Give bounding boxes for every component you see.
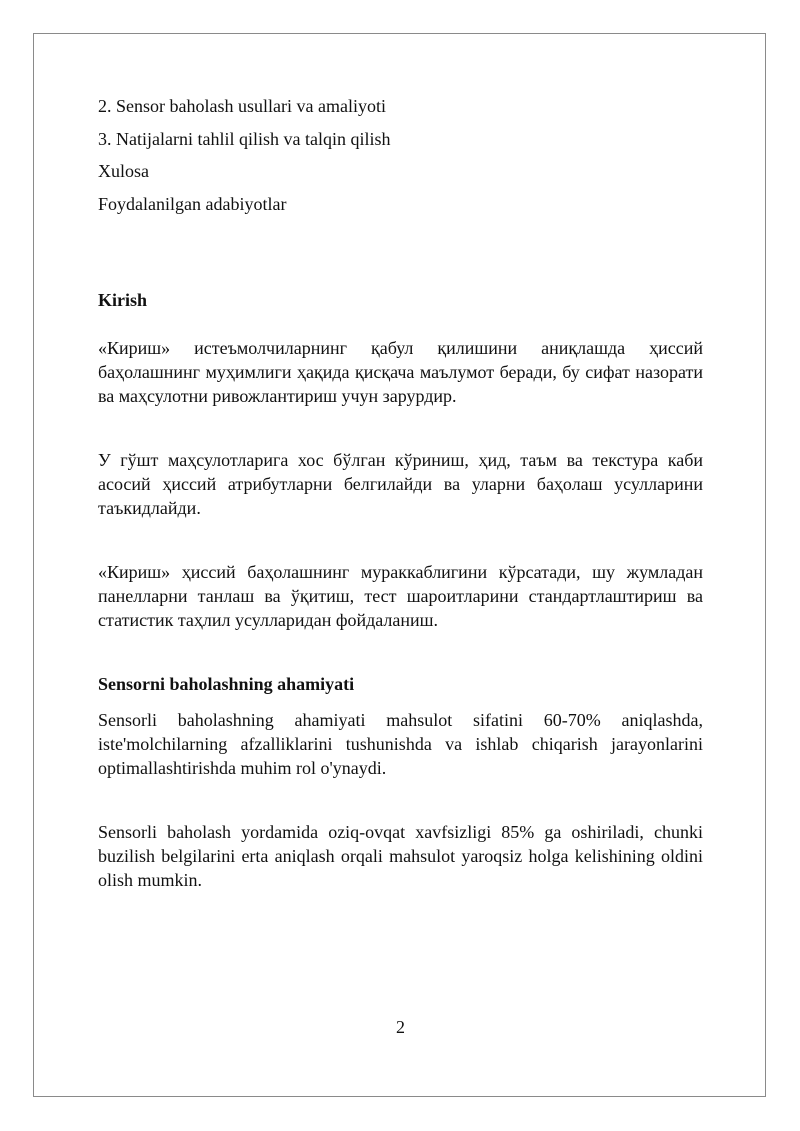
toc-item-xulosa: Xulosa <box>98 161 149 181</box>
paragraph-kirish-2: У гўшт маҳсулотларига хос бўлган кўриниш, ҳид, таъм ва текстура каби асосий ҳиссий атрибутларни белгилайди ва уларни баҳолаш усулларини таъкидлайди. <box>98 449 703 518</box>
paragraph-ahamiyati-2: Sensorli baholash yordamida oziq-ovqat xavfsizligi 85% ga oshiriladi, chunki buzilish belgilarini erta aniqlash orqali mahsulot yaroqsiz holga kelishining oldini olish mumkin. <box>98 821 703 890</box>
toc-item-adabiyotlar: Foydalanilgan adabiyotlar <box>98 193 287 214</box>
paragraph-kirish-1: «Кириш» истеъмолчиларнинг қабул қилишини аниқлашда ҳиссий баҳолашнинг муҳимлиги ҳақида қисқача маълумот беради, бу сифат назорати ва маҳсулотни ривожлантириш учун зарурдир. <box>98 337 703 406</box>
toc-item-3: 3. Natijalarni tahlil qilish va talqin qilish <box>98 128 391 149</box>
paragraph-kirish-3: «Кириш» ҳиссий баҳолашнинг мураккаблигини кўрсатади, шу жумладан панелларни танлаш ва ўқитиш, тест шароитларини стандартлаштириш ва статистик таҳлил усулларидан фойдаланиш. <box>98 561 703 630</box>
heading-kirish: Kirish <box>98 289 148 310</box>
page-number: 2 <box>396 1017 405 1037</box>
paragraph-ahamiyati-1: Sensorli baholashning ahamiyati mahsulot sifatini 60-70% aniqlashda, iste'molchilarning afzalliklarini tushunishda va ishlab chiqarish jarayonlarini optimallashtirishda muhim rol o'ynaydi. <box>98 709 703 778</box>
heading-ahamiyati: Sensorni baholashning ahamiyati <box>98 673 355 694</box>
document-page <box>33 33 766 1097</box>
toc-item-2: 2. Sensor baholash usullari va amaliyoti <box>98 96 386 116</box>
page-content <box>98 94 703 892</box>
